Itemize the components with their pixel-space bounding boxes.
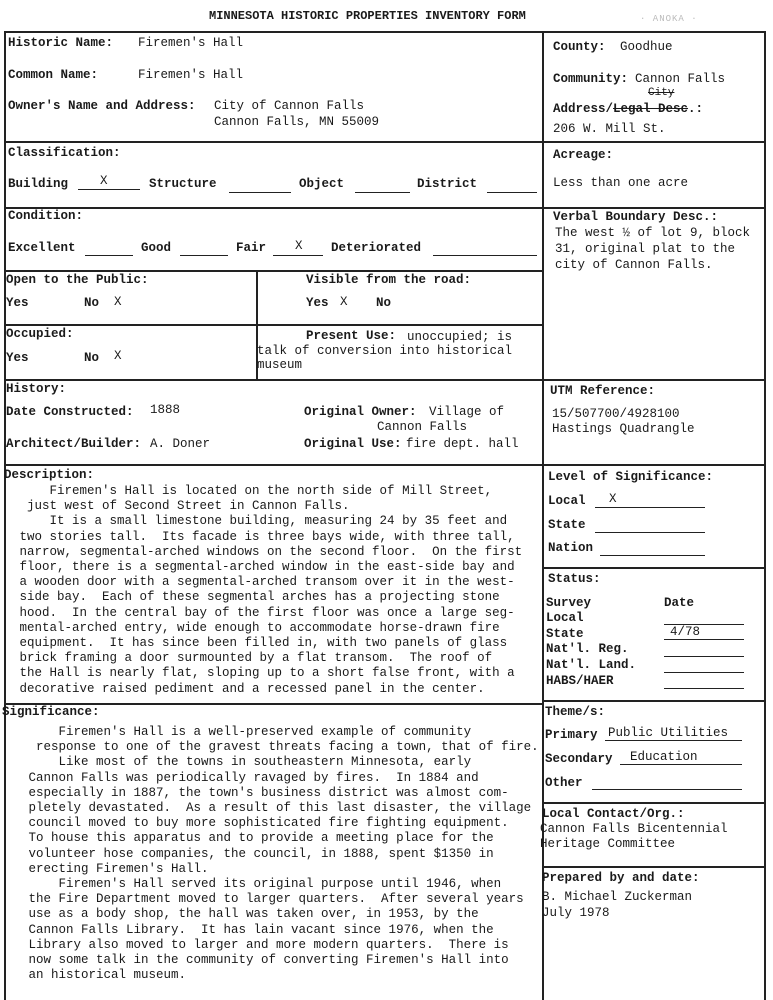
divider <box>543 379 765 381</box>
significance-line: erecting Firemen's Hall. <box>6 861 209 876</box>
object-label: Object <box>299 177 345 191</box>
description-line: It is a small limestone building, measuring 24 by 35 feet and <box>12 514 508 529</box>
condition-label: Condition: <box>8 209 84 223</box>
divider <box>4 379 543 381</box>
divider <box>543 802 765 804</box>
status-state-label: State <box>546 627 584 641</box>
status-local-label: Local <box>546 611 584 625</box>
object-line <box>355 179 410 193</box>
level-state-label: State <box>548 518 586 532</box>
occupied-label: Occupied: <box>6 327 74 341</box>
level-local-label: Local <box>548 494 586 508</box>
county-label: County: <box>553 40 606 54</box>
significance-line: pletely devastated. As a result of this last disaster, the village <box>6 801 532 816</box>
divider <box>4 270 543 272</box>
level-local-value: X <box>609 492 617 506</box>
description-line: hood. In the central bay of the first floor was once a large seg- <box>12 605 515 620</box>
district-line <box>487 179 537 193</box>
description-label: Description: <box>4 468 95 482</box>
theme-secondary-value: Education <box>630 750 698 764</box>
status-date-label: Date <box>664 596 695 610</box>
acreage-label: Acreage: <box>553 148 614 162</box>
address-label: Address/Legal Desc.: <box>553 102 704 116</box>
description-line: a wooden door with a segmental-arched transom over it in the west- <box>12 575 515 590</box>
status-habs-label: HABS/HAER <box>546 674 614 688</box>
description-line: equipment. It has since been filled in, with two panels of glass <box>12 636 508 651</box>
status-survey-label: Survey <box>546 596 592 610</box>
status-local-line <box>664 611 744 625</box>
date-constructed-value: 1888 <box>150 403 181 417</box>
occupied-yes-label: Yes <box>6 351 29 365</box>
utm-line1: 15/507700/4928100 <box>552 407 680 421</box>
significance-line: an historical museum. <box>6 968 187 983</box>
classification-label: Classification: <box>8 146 121 160</box>
date-constructed-label: Date Constructed: <box>6 405 134 419</box>
excellent-label: Excellent <box>8 241 76 255</box>
visible-yes-label: Yes <box>306 296 329 310</box>
divider <box>543 464 765 466</box>
significance-line: To house this apparatus and to provide a meeting place for the <box>6 831 494 846</box>
divider <box>543 141 765 143</box>
occupied-no-value: X <box>114 349 122 363</box>
description-line: the Hall is nearly flat, sloping up to a short false front, with a <box>12 666 515 681</box>
form-title: MINNESOTA HISTORIC PROPERTIES INVENTORY FORM <box>209 9 526 23</box>
significance-line: volunteer hose companies, the council, in 1888, spent $1350 in <box>6 846 494 861</box>
description-line: mental-arched entry, wide enough to accommodate horse-drawn fire <box>12 620 500 635</box>
fair-value: X <box>295 239 303 253</box>
historic-name-value: Firemen's Hall <box>138 36 244 50</box>
description-line: just west of Second Street in Cannon Falls. <box>12 499 350 514</box>
description-line: Firemen's Hall is located on the north side of Mill Street, <box>12 484 493 498</box>
architect-value: A. Doner <box>150 437 211 451</box>
description-line: side bay. Each of these segmental arches has a projecting stone <box>12 590 500 605</box>
historic-name-label: Historic Name: <box>8 36 114 50</box>
significance-line: Cannon Falls was periodically ravaged by fires. In 1884 and <box>6 770 479 785</box>
divider <box>543 207 765 209</box>
community-value: Cannon Falls <box>635 72 726 86</box>
structure-line <box>229 179 291 193</box>
owner-label: Owner's Name and Address: <box>8 99 196 113</box>
deteriorated-line <box>433 242 537 256</box>
divider <box>4 207 543 209</box>
theme-label: Theme/s: <box>545 705 606 719</box>
acreage-value: Less than one acre <box>553 176 689 190</box>
description-body <box>12 484 522 697</box>
present-use-line2: talk of conversion into historical <box>257 344 513 358</box>
boundary-label: Verbal Boundary Desc.: <box>553 210 719 224</box>
divider <box>543 700 765 702</box>
significance-label: Significance: <box>2 705 100 719</box>
divider <box>543 567 765 569</box>
occupied-no-label: No <box>84 351 100 365</box>
significance-line: Cannon Falls Library. It has lain vacant since 1976, when the <box>6 922 494 937</box>
present-use-line3: museum <box>257 358 303 372</box>
open-public-label: Open to the Public: <box>6 273 149 287</box>
significance-line: use as a body shop, the hall was taken over, in 1953, by the <box>6 907 479 922</box>
owner-line2: Cannon Falls, MN 55009 <box>214 115 380 129</box>
community-label: Community: <box>553 72 629 86</box>
architect-label: Architect/Builder: <box>6 437 142 451</box>
significance-line: Firemen's Hall served its original purpose until 1946, when <box>6 877 502 892</box>
prepared-name: B. Michael Zuckerman <box>542 890 693 904</box>
significance-line: response to one of the gravest threats facing a town, that of fire. <box>6 740 539 755</box>
theme-other-line <box>592 776 742 790</box>
description-line: brick framing a door surmounted by a flat transom. The roof of <box>12 651 493 666</box>
utm-line2: Hastings Quadrangle <box>552 422 695 436</box>
status-natl-reg-line <box>664 643 744 657</box>
common-name-value: Firemen's Hall <box>138 68 244 82</box>
description-line: floor, there is a segmental-arched window in the east-side bay and <box>12 560 515 575</box>
theme-other-label: Other <box>545 776 583 790</box>
contact-line1: Cannon Falls Bicentennial <box>540 822 728 836</box>
open-yes-label: Yes <box>6 296 29 310</box>
status-natl-land-label: Nat'l. Land. <box>546 658 637 672</box>
prepared-label: Prepared by and date: <box>542 871 700 885</box>
corner-mark: · ANOKA · <box>640 14 698 24</box>
original-owner-line2: Cannon Falls <box>377 420 468 434</box>
description-line: decorative raised pediment and a recessed panel in the center. <box>12 681 485 696</box>
owner-line1: City of Cannon Falls <box>214 99 365 113</box>
level-nation-label: Nation <box>548 541 594 555</box>
visible-no-label: No <box>376 296 392 310</box>
community-struck: City <box>648 87 675 99</box>
building-value: X <box>100 174 108 188</box>
present-use-line1: unoccupied; is <box>407 330 513 344</box>
significance-line: council moved to buy more sophisticated fire fighting equipment. <box>6 816 509 831</box>
deteriorated-label: Deteriorated <box>331 241 422 255</box>
significance-line: now some talk in the community of converting Firemen's Hall into <box>6 953 509 968</box>
divider <box>543 866 765 868</box>
present-use-label: Present Use: <box>306 329 397 343</box>
history-label: History: <box>6 382 67 396</box>
structure-label: Structure <box>149 177 217 191</box>
boundary-line: The west ½ of lot 9, block <box>555 226 751 240</box>
significance-line: especially in 1887, the town's business district was almost com- <box>6 785 509 800</box>
good-label: Good <box>141 241 172 255</box>
theme-primary-label: Primary <box>545 728 598 742</box>
building-line <box>78 176 140 190</box>
open-no-value: X <box>114 295 122 309</box>
description-line: narrow, segmental-arched windows on the second floor. On the first <box>12 544 523 559</box>
description-line: two stories tall. Its facade is three bays wide, with three tall, <box>12 529 515 544</box>
building-label: Building <box>8 177 69 191</box>
significance-line: Firemen's Hall is a well-preserved example of community <box>6 725 472 739</box>
contact-label: Local Contact/Org.: <box>542 807 685 821</box>
level-nation-line <box>600 542 705 556</box>
original-use-value: fire dept. hall <box>406 437 519 451</box>
frame-top <box>4 31 766 33</box>
status-natl-land-line <box>664 659 744 673</box>
theme-primary-value: Public Utilities <box>608 726 729 740</box>
boundary-line: city of Cannon Falls. <box>555 258 713 272</box>
county-value: Goodhue <box>620 40 673 54</box>
contact-line2: Heritage Committee <box>540 837 676 851</box>
address-value: 206 W. Mill St. <box>553 122 666 136</box>
divider <box>4 464 543 466</box>
theme-secondary-label: Secondary <box>545 752 613 766</box>
visible-yes-value: X <box>340 295 348 309</box>
significance-line: Like most of the towns in southeastern Minnesota, early <box>6 755 472 770</box>
open-no-label: No <box>84 296 100 310</box>
level-state-line <box>595 519 705 533</box>
original-owner-line1: Village of <box>429 405 505 419</box>
significance-line: Library also moved to larger and more modern quarters. There is <box>6 937 509 952</box>
visible-road-label: Visible from the road: <box>306 273 472 287</box>
original-owner-label: Original Owner: <box>304 405 417 419</box>
status-label: Status: <box>548 572 601 586</box>
status-habs-line <box>664 675 744 689</box>
level-significance-label: Level of Significance: <box>548 470 714 484</box>
district-label: District <box>417 177 478 191</box>
divider <box>4 141 543 143</box>
column-divider <box>542 31 544 1000</box>
significance-line: the Fire Department moved to larger quarters. After several years <box>6 892 524 907</box>
utm-label: UTM Reference: <box>550 384 656 398</box>
common-name-label: Common Name: <box>8 68 99 82</box>
original-use-label: Original Use: <box>304 437 402 451</box>
fair-label: Fair <box>236 241 267 255</box>
status-natl-reg-label: Nat'l. Reg. <box>546 642 629 656</box>
significance-body <box>6 725 539 983</box>
good-line <box>180 242 228 256</box>
status-state-date: 4/78 <box>670 625 701 639</box>
prepared-date: July 1978 <box>542 906 610 920</box>
excellent-line <box>85 242 133 256</box>
frame-right <box>764 31 766 1000</box>
divider <box>4 324 543 326</box>
boundary-line: 31, original plat to the <box>555 242 736 256</box>
